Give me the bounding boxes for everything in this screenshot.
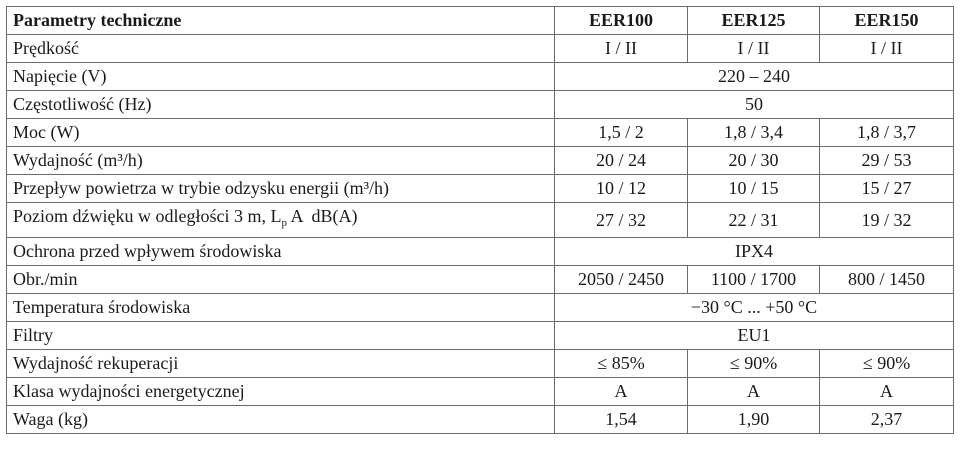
value-eer150: 15 / 27 [820,175,954,203]
row-label: Klasa wydajności energetycznej [7,378,555,406]
row-label: Prędkość [7,35,555,63]
value-eer125: 20 / 30 [688,147,820,175]
table-row [7,147,954,175]
value-eer100: 2050 / 2450 [555,266,688,294]
value-eer125: A [688,378,820,406]
table-row [7,294,954,322]
header-model-eer100: EER100 [555,7,688,35]
value-eer100: I / II [555,35,688,63]
row-label: Ochrona przed wpływem środowiska [7,238,555,266]
table-row [7,238,954,266]
value-eer150: A [820,378,954,406]
value-all-models: 50 [555,91,954,119]
row-label: Napięcie (V) [7,63,555,91]
row-label-main: Poziom dźwięku w odległości 3 m, L [13,206,282,226]
table-row [7,350,954,378]
spec-table-container [6,6,954,434]
table-row [7,378,954,406]
value-eer100: 1,54 [555,406,688,434]
header-row [7,7,954,35]
row-label [7,203,555,238]
value-eer125: I / II [688,35,820,63]
table-row [7,63,954,91]
row-label: Filtry [7,322,555,350]
table-row [7,91,954,119]
value-eer100: 10 / 12 [555,175,688,203]
value-eer100: ≤ 85% [555,350,688,378]
value-eer125: 1100 / 1700 [688,266,820,294]
table-row [7,266,954,294]
value-eer150: I / II [820,35,954,63]
value-all-models: −30 °C ... +50 °C [555,294,954,322]
row-label: Wydajność (m³/h) [7,147,555,175]
row-label: Częstotliwość (Hz) [7,91,555,119]
row-label: Temperatura środowiska [7,294,555,322]
row-label: Waga (kg) [7,406,555,434]
value-eer100: 27 / 32 [555,203,688,238]
value-all-models: IPX4 [555,238,954,266]
header-model-eer150: EER150 [820,7,954,35]
row-label: Moc (W) [7,119,555,147]
table-row [7,35,954,63]
value-all-models: 220 – 240 [555,63,954,91]
value-eer150: 2,37 [820,406,954,434]
table-row [7,119,954,147]
value-eer150: 19 / 32 [820,203,954,238]
value-eer125: 1,8 / 3,4 [688,119,820,147]
value-eer150: ≤ 90% [820,350,954,378]
row-label-subscript: p [281,217,287,229]
header-title: Parametry techniczne [7,7,555,35]
value-eer125: ≤ 90% [688,350,820,378]
value-eer125: 10 / 15 [688,175,820,203]
value-eer150: 800 / 1450 [820,266,954,294]
row-label: Obr./min [7,266,555,294]
row-label: Wydajność rekuperacji [7,350,555,378]
table-row [7,203,954,238]
value-eer125: 22 / 31 [688,203,820,238]
value-all-models: EU1 [555,322,954,350]
table-row [7,322,954,350]
value-eer100: A [555,378,688,406]
table-row [7,175,954,203]
value-eer150: 1,8 / 3,7 [820,119,954,147]
row-label-suffix: A dB(A) [286,206,358,226]
value-eer100: 20 / 24 [555,147,688,175]
header-model-eer125: EER125 [688,7,820,35]
row-label: Przepływ powietrza w trybie odzysku energii (m³/h) [7,175,555,203]
table-row [7,406,954,434]
value-eer125: 1,90 [688,406,820,434]
value-eer100: 1,5 / 2 [555,119,688,147]
technical-parameters-table [6,6,954,434]
value-eer150: 29 / 53 [820,147,954,175]
